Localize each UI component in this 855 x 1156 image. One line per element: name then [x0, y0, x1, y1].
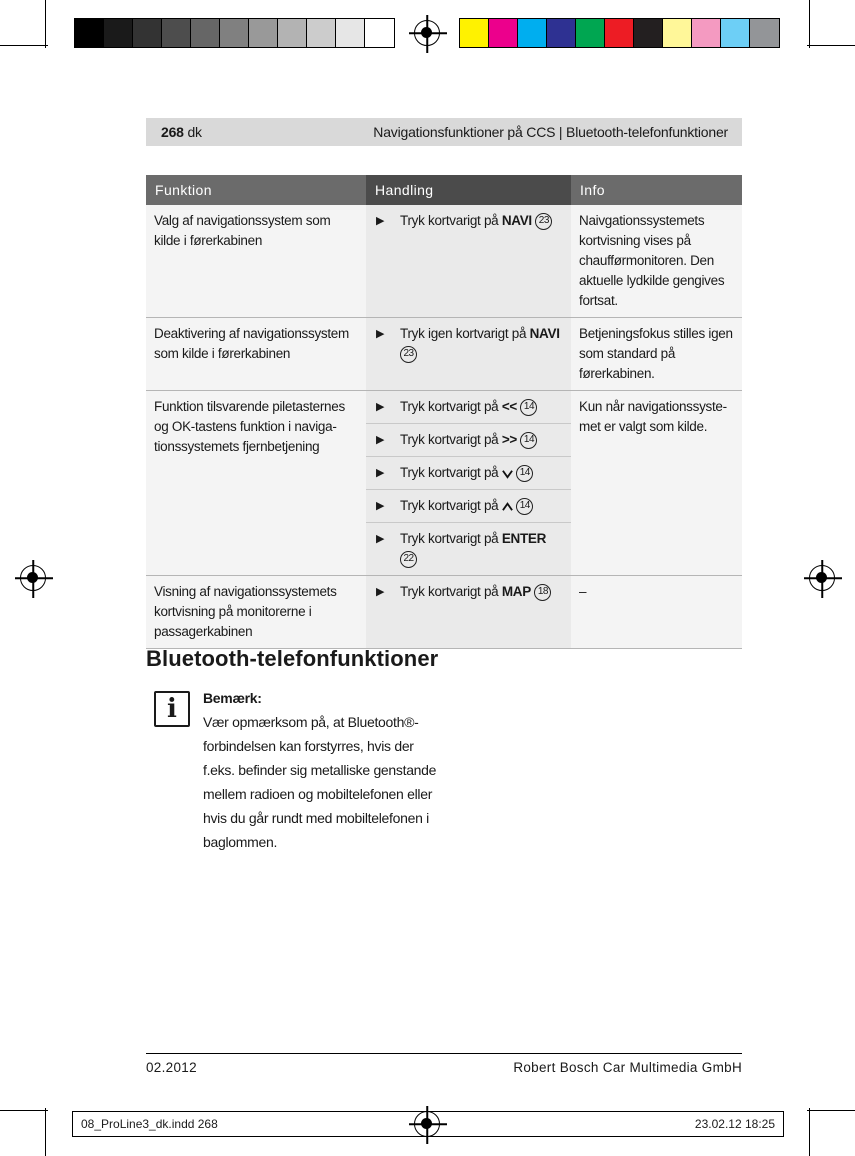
table-row [146, 576, 742, 649]
control-name: MAP [501, 584, 531, 599]
control-name: << [501, 399, 517, 414]
action-label: Tryk kortvarigt på [400, 465, 502, 480]
reference-number: 14 [516, 498, 533, 515]
reference-number: 18 [534, 584, 551, 601]
table-row [146, 318, 742, 391]
color-swatch [721, 19, 750, 47]
slug-timestamp: 23.02.12 18:25 [694, 1117, 775, 1131]
chevron-up-icon [502, 498, 513, 513]
reference-number: 14 [520, 432, 537, 449]
gray-color-bar [74, 18, 395, 48]
action-step [366, 456, 571, 489]
running-head [146, 118, 742, 146]
bullet-arrow-icon: ▶ [376, 328, 385, 340]
handling-cell [366, 318, 571, 390]
handling-cell [366, 205, 571, 317]
gray-swatch [249, 19, 278, 47]
footer-company: Robert Bosch Car Multimedia GmbH [513, 1060, 742, 1075]
crop-mark [0, 1110, 48, 1111]
gray-swatch [104, 19, 133, 47]
color-swatch [605, 19, 634, 47]
bullet-arrow-icon: ▶ [376, 215, 385, 227]
action-label: Tryk kortvarigt på [400, 498, 502, 513]
registration-mark-icon [809, 565, 835, 591]
crop-mark [809, 1108, 810, 1156]
gray-swatch [133, 19, 162, 47]
column-header-info: Info [571, 175, 742, 205]
color-swatch [547, 19, 576, 47]
action-label: Tryk kortvarigt på [400, 399, 502, 414]
action-text [400, 496, 533, 516]
print-slug [72, 1111, 784, 1137]
action-label: Tryk kortvarigt på [400, 213, 502, 228]
info-icon: i [154, 691, 190, 727]
handling-cell [366, 576, 571, 648]
info-cell: Naivgationssystemets kortvisning vises på chaufførmonitoren. Den aktuelle lydkilde gengives fortsat. [571, 205, 742, 317]
page-number: 268 [161, 124, 184, 140]
slug-file: 08_ProLine3_dk.indd 268 [81, 1117, 218, 1131]
table-body [146, 205, 742, 649]
color-swatch [692, 19, 721, 47]
bullet-arrow-icon: ▶ [376, 467, 385, 479]
action-step [366, 318, 571, 370]
footer-rule [146, 1053, 742, 1054]
info-cell: Kun når navigationssystemet er valgt som kilde. [571, 391, 742, 575]
action-step [366, 423, 571, 456]
action-text [400, 430, 537, 450]
crop-mark [45, 1108, 46, 1156]
section-path: Navigationsfunktioner på CCS | Bluetooth-telefonfunktioner [373, 124, 728, 140]
table-row [146, 391, 742, 576]
color-swatch [489, 19, 518, 47]
info-cell: – [571, 576, 742, 648]
gray-swatch [75, 19, 104, 47]
function-table [146, 175, 742, 649]
language-code: dk [187, 124, 202, 140]
crop-mark [807, 45, 855, 46]
registration-mark-icon [414, 20, 440, 46]
action-text [400, 211, 552, 231]
gray-swatch [191, 19, 220, 47]
action-text [400, 463, 533, 483]
crop-mark [45, 0, 46, 48]
info-cell: Betjeningsfokus stilles igen som standard på førerkabinen. [571, 318, 742, 390]
crop-mark [809, 0, 810, 48]
action-step [366, 576, 571, 608]
action-label: Tryk igen kortvarigt på [400, 326, 530, 341]
funktion-cell: Deaktivering af navigationssystem som kilde i førerkabinen [146, 318, 366, 390]
reference-number: 14 [520, 399, 537, 416]
chevron-down-icon [502, 465, 513, 480]
funktion-cell: Funktion tilsvarende piletasternes og OK-tastens funktion i navigationssystemets fjernbetjening [146, 391, 366, 575]
section-title: Bluetooth-telefonfunktioner [146, 646, 439, 671]
bullet-arrow-icon: ▶ [376, 533, 385, 545]
bullet-arrow-icon: ▶ [376, 500, 385, 512]
control-name: >> [501, 432, 517, 447]
gray-swatch [336, 19, 365, 47]
color-swatch [750, 19, 779, 47]
page-number-label [161, 124, 202, 140]
reference-number: 23 [535, 213, 552, 230]
column-header-funktion: Funktion [146, 175, 366, 205]
action-text [400, 397, 537, 417]
bullet-arrow-icon: ▶ [376, 586, 385, 598]
footer-date: 02.2012 [146, 1060, 197, 1075]
crop-mark [807, 1110, 855, 1111]
gray-swatch [220, 19, 249, 47]
column-header-handling: Handling [366, 175, 571, 205]
reference-number: 22 [400, 551, 417, 568]
reference-number: 23 [400, 346, 417, 363]
action-text [400, 324, 565, 364]
color-swatch [518, 19, 547, 47]
action-label: Tryk kortvarigt på [400, 531, 502, 546]
handling-cell [366, 391, 571, 575]
action-step [366, 391, 571, 423]
control-name: NAVI [501, 213, 532, 228]
gray-swatch [162, 19, 191, 47]
note-body: Vær opmærksom på, at Bluetooth®-forbindelsen kan forstyrres, hvis der f.eks. befinder sig metalliske genstande mellem radioen og mobiltelefonen eller hvis du går rundt med mobiltelefonen i baglommen. [203, 714, 437, 850]
action-text [400, 529, 565, 569]
gray-swatch [365, 19, 394, 47]
control-name: NAVI [529, 326, 560, 341]
color-swatch [460, 19, 489, 47]
action-text [400, 582, 551, 602]
note-box [203, 686, 443, 854]
funktion-cell: Visning af navigationssystemets kortvisning på monitorerne i passagerkabinen [146, 576, 366, 648]
process-color-bar [459, 18, 780, 48]
action-step [366, 522, 571, 575]
table-header [146, 175, 742, 205]
action-step [366, 205, 571, 237]
funktion-cell: Valg af navigationssystem som kilde i førerkabinen [146, 205, 366, 317]
color-swatch [576, 19, 605, 47]
control-name: ENTER [501, 531, 547, 546]
note-heading: Bemærk: [203, 690, 262, 706]
action-label: Tryk kortvarigt på [400, 432, 502, 447]
action-label: Tryk kortvarigt på [400, 584, 502, 599]
bullet-arrow-icon: ▶ [376, 401, 385, 413]
gray-swatch [307, 19, 336, 47]
gray-swatch [278, 19, 307, 47]
registration-mark-icon [20, 565, 46, 591]
color-swatch [634, 19, 663, 47]
crop-mark [0, 45, 48, 46]
bullet-arrow-icon: ▶ [376, 434, 385, 446]
action-step [366, 489, 571, 522]
color-swatch [663, 19, 692, 47]
reference-number: 14 [516, 465, 533, 482]
table-row [146, 205, 742, 318]
